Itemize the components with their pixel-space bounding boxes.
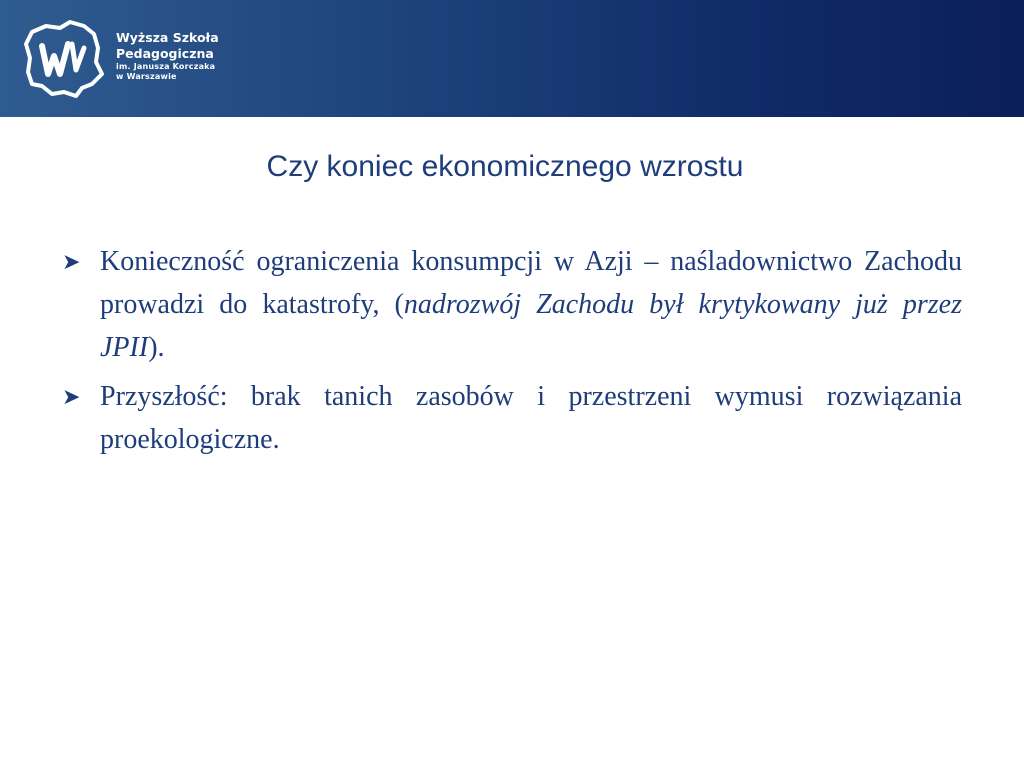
header-banner: [0, 0, 1024, 117]
bullet-text: Konieczność ograniczenia konsumpcji w Azji – naśladownictwo Zachodu prowadzi do katastrofy, (: [100, 246, 962, 320]
institution-name-line4: w Warszawie: [116, 72, 177, 81]
arrow-bullet-icon: ➤: [62, 249, 81, 274]
bullet-list: [62, 240, 962, 467]
bullet-item: [62, 375, 962, 461]
bullet-text-italic: nadrozwój Zachodu był krytykowany już przez JPII: [100, 289, 962, 363]
institution-name-line3: im. Janusza Korczaka: [116, 62, 216, 71]
university-logo-icon: [22, 18, 104, 98]
institution-name-line1: Wyższa Szkoła: [116, 30, 219, 45]
institution-name-line2: Pedagogiczna: [116, 46, 214, 61]
slide-title: Czy koniec ekonomicznego wzrostu: [266, 150, 744, 183]
institution-name: [116, 30, 219, 82]
bullet-text-end: ).: [148, 332, 165, 363]
arrow-bullet-icon: ➤: [62, 384, 81, 409]
bullet-item: [62, 240, 962, 369]
bullet-text: Przyszłość: brak tanich zasobów i przestrzeni wymusi rozwiązania proekologiczne.: [100, 381, 962, 455]
